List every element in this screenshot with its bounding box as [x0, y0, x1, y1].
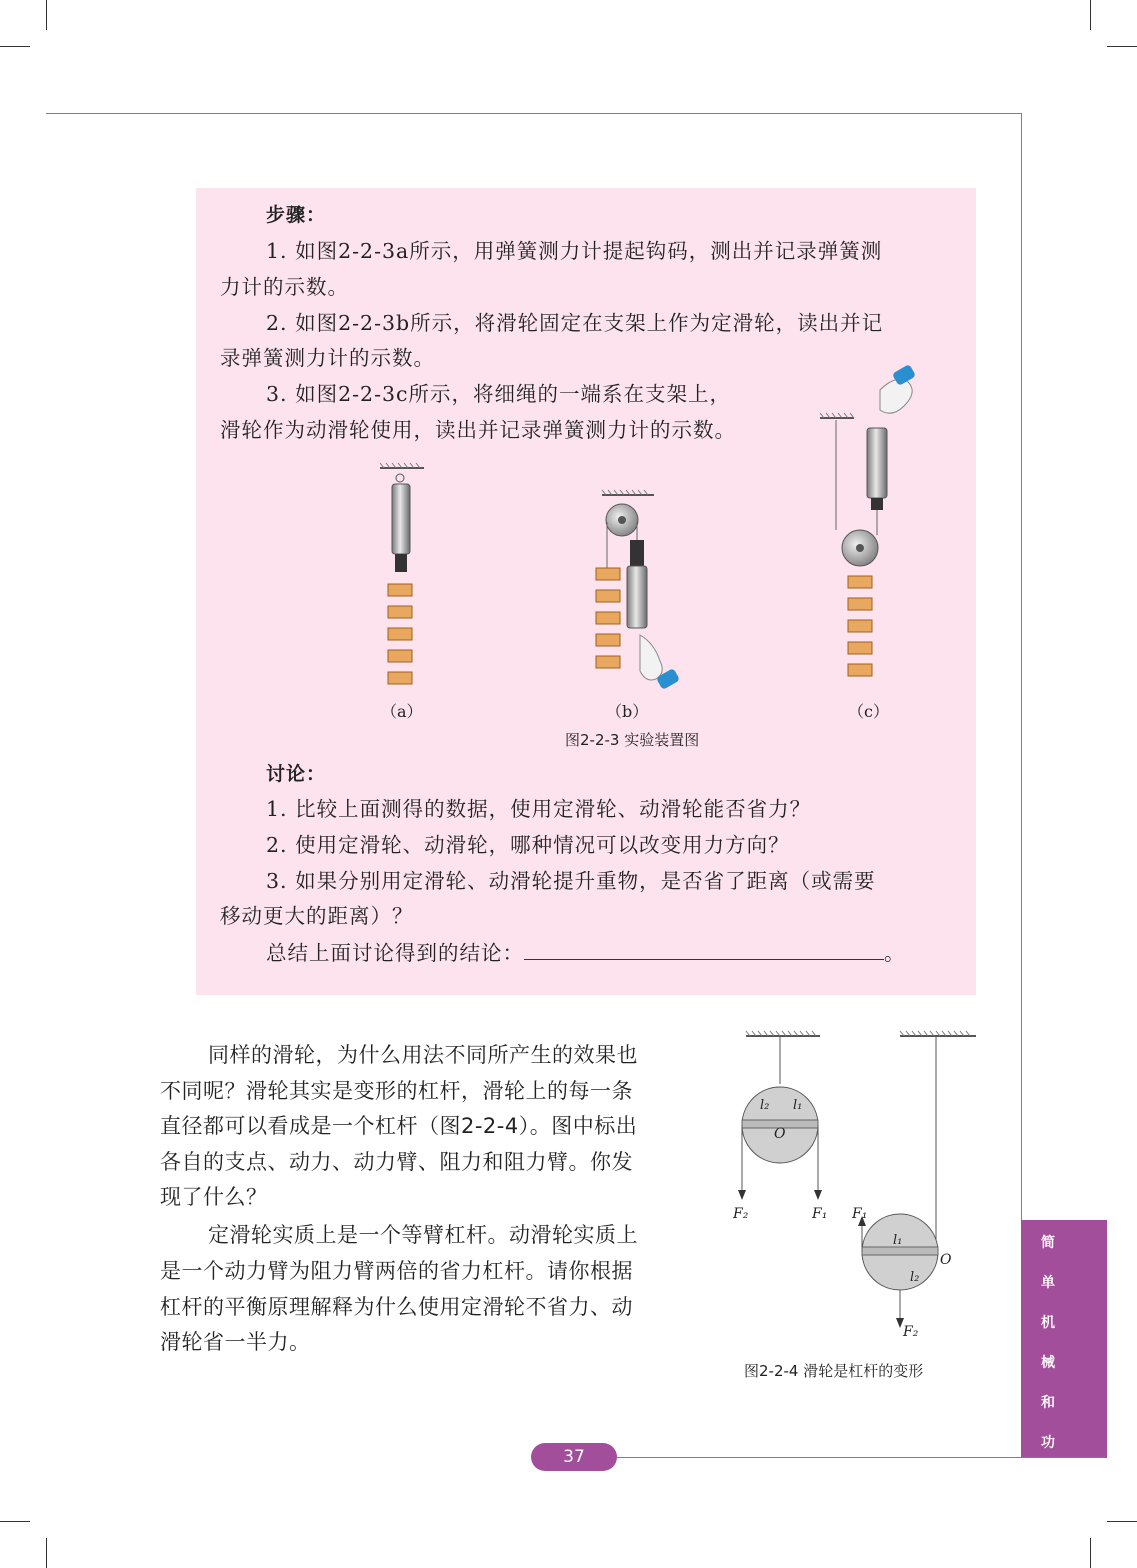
crop-mark — [1107, 46, 1137, 47]
step-1-line-1: 1. 如图2-2-3a所示，用弹簧测力计提起钩码，测出并记录弹簧测 — [266, 239, 883, 263]
page-frame-right — [1021, 113, 1022, 1220]
figure-label-c: （c） — [848, 702, 889, 721]
footer-rule — [617, 1457, 1105, 1458]
crop-mark — [0, 46, 30, 47]
side-tab-char: 简 — [1041, 1235, 1055, 1251]
chapter-side-tab — [1021, 1220, 1107, 1458]
discussion-summary — [266, 937, 906, 968]
paragraph-1-line-1: 同样的滑轮，为什么用法不同所产生的效果也 — [208, 1043, 638, 1067]
paragraph-2-line-1: 定滑轮实质上是一个等臂杠杆。动滑轮实质上 — [208, 1223, 638, 1247]
label-o-movable: O — [940, 1252, 952, 1268]
label-f2-movable: F₂ — [903, 1324, 919, 1340]
paragraph-1-line-5: 现了什么？ — [160, 1185, 268, 1209]
label-f1-movable: F₁ — [852, 1206, 868, 1222]
discussion-q3-line-2: 移动更大的距离）？ — [220, 904, 414, 928]
summary-label: 总结上面讨论得到的结论： — [266, 941, 524, 965]
step-3-line-1: 3. 如图2-2-3c所示，将细绳的一端系在支架上， — [266, 382, 732, 406]
side-tab-char: 机 — [1041, 1315, 1055, 1331]
answer-blank[interactable] — [524, 937, 884, 960]
figure-label-a: （a） — [381, 702, 423, 721]
step-2-line-2: 录弹簧测力计的示数。 — [220, 346, 435, 370]
discussion-q3-line-1: 3. 如果分别用定滑轮、动滑轮提升重物，是否省了距离（或需要 — [266, 869, 876, 893]
setup-a — [380, 463, 424, 684]
setup-b — [596, 490, 680, 690]
page-frame-top — [46, 113, 1022, 114]
label-l1-fixed: l₁ — [793, 1098, 803, 1113]
discussion-heading: 讨论： — [266, 763, 327, 785]
paragraph-1-line-4: 各自的支点、动力、动力臂、阻力和阻力臂。你发 — [160, 1150, 633, 1174]
setup-c — [820, 364, 916, 676]
figure-2-2-3-illustration — [360, 360, 920, 700]
crop-mark — [1090, 1538, 1091, 1568]
figure-2-2-4-illustration — [730, 1022, 990, 1347]
side-tab-char: 功 — [1041, 1435, 1055, 1451]
discussion-q1: 1. 比较上面测得的数据，使用定滑轮、动滑轮能否省力？ — [266, 797, 812, 821]
label-f2-fixed: F₂ — [733, 1206, 749, 1222]
paragraph-2-line-3: 杠杆的平衡原理解释为什么使用定滑轮不省力、动 — [160, 1295, 633, 1319]
steps-heading: 步骤： — [266, 204, 327, 226]
crop-mark — [1107, 1521, 1137, 1522]
paragraph-1-line-2: 不同呢？滑轮其实是变形的杠杆，滑轮上的每一条 — [160, 1079, 633, 1103]
label-l2-fixed: l₂ — [760, 1098, 770, 1113]
figure-2-2-4-caption: 图2-2-4 滑轮是杠杆的变形 — [744, 1362, 924, 1380]
step-1-line-2: 力计的示数。 — [220, 275, 349, 299]
page-number: 37 — [531, 1443, 617, 1471]
label-l2-movable: l₂ — [910, 1270, 920, 1285]
figure-label-b: （b） — [606, 702, 649, 721]
crop-mark — [0, 1521, 30, 1522]
label-o-fixed: O — [774, 1126, 786, 1142]
label-l1-movable: l₁ — [893, 1233, 903, 1248]
crop-mark — [46, 0, 47, 30]
side-tab-char: 械 — [1041, 1355, 1055, 1371]
paragraph-2-line-2: 是一个动力臂为阻力臂两倍的省力杠杆。请你根据 — [160, 1259, 633, 1283]
paragraph-1-line-3: 直径都可以看成是一个杠杆（图2-2-4）。图中标出 — [160, 1114, 638, 1138]
crop-mark — [1090, 0, 1091, 30]
figure-2-2-3-caption: 图2-2-3 实验装置图 — [565, 731, 700, 749]
side-tab-char: 单 — [1041, 1275, 1055, 1291]
step-2-line-1: 2. 如图2-2-3b所示，将滑轮固定在支架上作为定滑轮，读出并记 — [266, 311, 884, 335]
discussion-q2: 2. 使用定滑轮、动滑轮，哪种情况可以改变用力方向？ — [266, 833, 790, 857]
step-3-line-2: 滑轮作为动滑轮使用，读出并记录弹簧测力计的示数。 — [220, 418, 736, 442]
summary-end: 。 — [884, 941, 906, 965]
crop-mark — [46, 1538, 47, 1568]
paragraph-2-line-4: 滑轮省一半力。 — [160, 1330, 311, 1354]
label-f1-fixed: F₁ — [812, 1206, 828, 1222]
side-tab-char: 和 — [1041, 1395, 1055, 1411]
